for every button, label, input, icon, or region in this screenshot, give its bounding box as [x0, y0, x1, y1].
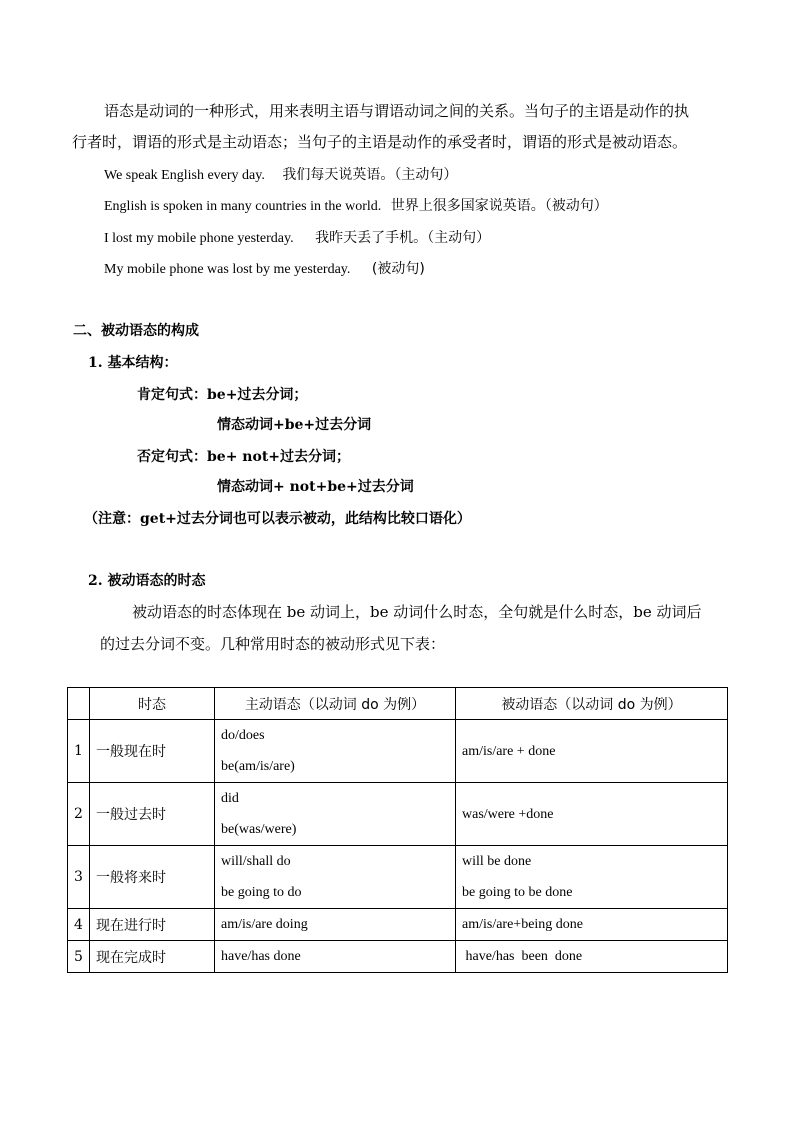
table-row [68, 846, 728, 909]
section-title: 二、被动语态的构成 [73, 323, 199, 339]
active-form: do/does [221, 728, 265, 743]
subsection-2-title: 2. 被动语态的时态 [88, 573, 206, 589]
passive-cell [456, 941, 728, 973]
passive-form: am/is/are + done [462, 743, 556, 759]
example-4-zh: (被动句) [371, 261, 425, 277]
example-3-en: I lost my mobile phone yesterday. [104, 231, 294, 246]
active-form: be(was/were) [221, 822, 297, 837]
table-header-active: 主动语态（以动词 do 为例） [215, 688, 456, 720]
active-form: am/is/are doing [221, 917, 308, 932]
passive-form: be going to be done [462, 885, 573, 900]
example-2-zh: 世界上很多国家说英语。（被动句） [390, 198, 608, 214]
passive-cell [456, 846, 728, 909]
intro-line-1: 语态是动词的一种形式，用来表明主语与谓语动词之间的关系。当句子的主语是动作的执 [104, 102, 690, 120]
passive-form: am/is/are+being done [462, 917, 584, 932]
active-form: will/shall do [221, 854, 291, 869]
active-cell [215, 846, 456, 909]
row-number: 2 [68, 783, 90, 846]
row-number: 3 [68, 846, 90, 909]
tense-paragraph-line-1: 被动语态的时态体现在 be 动词上，be 动词什么时态，全句就是什么时态，be 动词后 [132, 603, 702, 621]
example-3 [104, 227, 490, 247]
example-1 [104, 164, 457, 184]
example-2 [104, 195, 608, 215]
tense-table [67, 687, 728, 973]
active-form: be(am/is/are) [221, 759, 295, 774]
passive-form: have/has been done [462, 949, 583, 964]
tense-paragraph-line-2: 的过去分词不变。几种常用时态的被动形式见下表： [100, 635, 446, 653]
table-row [68, 941, 728, 973]
affirmative-modal: 情态动词+be+过去分词 [217, 417, 372, 433]
table-header-row [68, 688, 728, 720]
row-number: 4 [68, 909, 90, 941]
tense-cell: 现在进行时 [90, 909, 215, 941]
tense-cell: 一般现在时 [90, 720, 215, 783]
table-row [68, 720, 728, 783]
row-number: 1 [68, 720, 90, 783]
passive-cell [456, 720, 728, 783]
active-cell [215, 909, 456, 941]
subsection-1-title: 1. 基本结构： [88, 355, 178, 371]
tense-cell: 现在完成时 [90, 941, 215, 973]
negative-structure: 否定句式：be+ not+过去分词； [137, 449, 351, 465]
passive-form: will be done [462, 854, 532, 869]
passive-cell [456, 909, 728, 941]
table-header-tense: 时态 [90, 688, 215, 720]
active-form: be going to do [221, 885, 302, 900]
note: （注意：get+过去分词也可以表示被动，此结构比较口语化） [84, 511, 471, 527]
passive-cell [456, 783, 728, 846]
intro-line-2: 行者时，谓语的形式是主动语态；当句子的主语是动作的承受者时，谓语的形式是被动语态。 [72, 133, 688, 151]
active-form: have/has done [221, 949, 301, 964]
row-number: 5 [68, 941, 90, 973]
passive-form: was/were +done [462, 806, 554, 822]
table-row [68, 909, 728, 941]
table-header-num [68, 688, 90, 720]
example-1-zh: 我们每天说英语。（主动句） [282, 167, 458, 183]
example-3-zh: 我昨天丢了手机。（主动句） [315, 230, 491, 246]
example-4-en: My mobile phone was lost by me yesterday. [104, 262, 351, 277]
active-cell [215, 720, 456, 783]
active-form: did [221, 791, 239, 806]
affirmative-structure: 肯定句式：be+过去分词； [137, 387, 308, 403]
negative-modal: 情态动词+ not+be+过去分词 [217, 479, 414, 495]
example-1-en: We speak English every day. [104, 168, 265, 183]
tense-cell: 一般将来时 [90, 846, 215, 909]
active-cell [215, 783, 456, 846]
example-4 [104, 258, 425, 278]
tense-cell: 一般过去时 [90, 783, 215, 846]
table-header-passive: 被动语态（以动词 do 为例） [456, 688, 728, 720]
table-row [68, 783, 728, 846]
active-cell [215, 941, 456, 973]
example-2-en: English is spoken in many countries in the world. [104, 199, 382, 214]
